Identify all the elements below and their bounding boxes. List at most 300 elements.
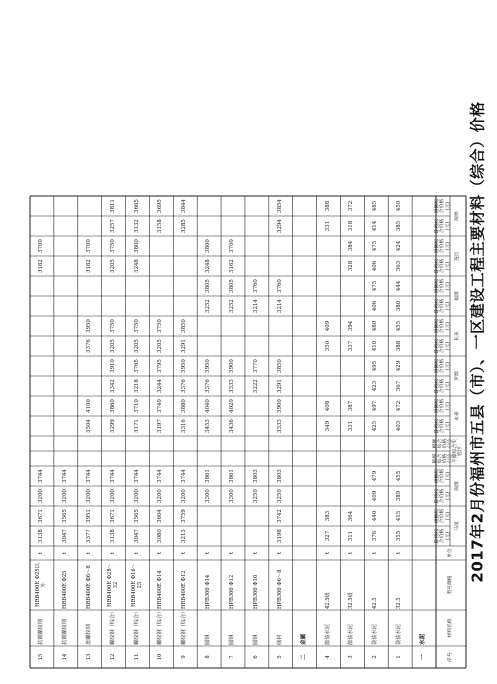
price-pingtan-incl [78,436,102,451]
price-luoyuan-incl [340,356,364,376]
price-yongtai-incl: 3740 [157,399,164,413]
row-seq: 2 [372,655,379,659]
price-fuqing-incl: 3805 [229,279,236,293]
price-luoyuan-excl: 3376 [205,379,212,393]
row-spec: HRB400E Φ25以外 [35,563,47,607]
price-changle-incl [245,316,269,336]
price-pingtan-excl [340,451,364,466]
price-luoyuan-excl [30,376,54,396]
price-pingtan-incl [30,436,54,451]
price-changle-incl: 409 [324,320,331,332]
price-yongtai-excl: 3197 [157,419,164,433]
header-price-excl-tax: 除税综合价格(元) [435,338,451,354]
price-pingtan-incl [388,436,412,451]
row-name: 盘螺纹钢 [85,624,92,645]
price-fuqing-excl [149,296,173,316]
price-pingtan-incl [269,436,293,451]
price-yongtai-excl: 403 [396,420,403,432]
price-lianjiang-incl: 3750 [109,239,116,253]
price-lianjiang-excl: 3205 [109,259,116,273]
price-yongtai-excl: 3504 [85,419,92,433]
row-name: 螺纹钢（综合） [109,608,116,645]
row-unit: t [133,551,140,555]
price-lianjiang-incl: 424 [396,240,403,252]
price-mawei-incl: 440 [372,510,379,522]
price-yongtai-incl: 3880 [181,399,188,413]
price-yongtai-incl: 3710 [133,399,140,413]
price-lianjiang-excl [54,256,78,276]
price-lianjiang-incl: 3800 [133,239,140,253]
price-minhou-incl: 3665 [133,199,140,213]
price-minhou-incl: 372 [348,200,355,212]
price-mawei-excl: 3080 [157,529,164,543]
price-yongtai-excl [54,416,78,436]
price-changle-excl: 337 [348,340,355,352]
header-price-incl-tax: 税额综合价格(元) [435,238,451,254]
price-mawei-excl: 3198 [276,529,283,543]
price-fuqing-excl [102,296,126,316]
header-price-excl-tax: 除税综合价格(元) [432,453,454,464]
row-spec: HRB400E Φ6～8 [85,565,92,609]
price-luoyuan-excl [78,376,102,396]
price-minqing-excl: 3200 [62,489,69,503]
row-seq: 8 [205,655,212,659]
row-unit: t [157,551,164,555]
price-yongtai-excl: 3333 [276,419,283,433]
price-changle-incl [197,316,221,336]
price-changle-excl: 3291 [181,339,188,353]
header-region-minhou: 闽侯 [455,211,461,221]
price-lianjiang-incl: 384 [348,240,355,252]
price-yongtai-excl: 425 [372,420,379,432]
row-name: 螺纹钢（综合） [181,608,188,645]
price-mawei-incl: 3742 [276,509,283,523]
row-seq: 7 [229,655,236,659]
price-lianjiang-incl [269,236,293,256]
header-price-incl-tax: 税额综合价格(元) [435,358,451,374]
price-luoyuan-incl [317,356,341,376]
price-minqing-incl: 3803 [253,469,260,483]
price-lianjiang-incl [173,236,197,256]
row-name: 线材 [276,634,283,645]
price-mawei-incl [197,506,221,526]
row-unit: t [372,551,379,555]
price-changle-excl: 3376 [85,339,92,353]
row-seq: 10 [157,653,164,661]
price-luoyuan-excl: 423 [372,380,379,392]
price-pingtan-excl [30,451,54,466]
price-minqing-incl: 3744 [157,469,164,483]
price-yongtai-incl: 387 [348,400,355,412]
price-minhou-incl [221,196,245,216]
price-yongtai-excl: 3316 [181,419,188,433]
price-changle-incl: 3950 [85,319,92,333]
row-unit: t [324,551,331,555]
price-lianjiang-incl [317,236,341,256]
row-unit: t [253,551,260,555]
price-yongtai-excl: 3171 [133,419,140,433]
price-lianjiang-incl: 3700 [38,239,45,253]
row-name: 袋装水泥 [396,624,403,645]
price-fuqing-excl: 3214 [253,299,260,313]
price-minqing-excl: 3300 [229,489,236,503]
row-name: 圆钢 [253,634,260,645]
header-region-minqing: 闽清 [455,481,461,491]
price-minqing-excl [340,486,364,506]
price-pingtan-incl [102,436,126,451]
price-fuqing-incl: 475 [372,280,379,292]
price-luoyuan-incl: 3850 [276,359,283,373]
row-unit: t [396,551,403,555]
price-changle-excl: 3205 [133,339,140,353]
price-changle-incl [54,316,78,336]
price-luoyuan-excl: 3342 [109,379,116,393]
price-pingtan-incl [317,436,341,451]
row-spec: HRB400E Φ25 [62,570,69,609]
price-pingtan-excl [317,451,341,466]
price-luoyuan-excl [317,376,341,396]
price-luoyuan-excl: 3376 [181,379,188,393]
header-price-incl-tax: 税额综合价格(元) [435,318,451,334]
header-price-incl-tax: 税额综合价格(元) [435,198,451,214]
header-price-excl-tax: 除税综合价格(元) [435,488,451,504]
price-pingtan-incl [340,436,364,451]
price-lianjiang-incl [54,236,78,256]
price-minqing-incl: 3744 [109,469,116,483]
price-yongtai-excl: 3436 [229,419,236,433]
price-minhou-incl: 388 [324,200,331,212]
price-changle-incl: 3750 [133,319,140,333]
price-lianjiang-incl [149,236,173,256]
header-price-excl-tax: 除税综合价格(元) [435,418,451,434]
price-minqing-incl [340,466,364,486]
price-luoyuan-excl: 367 [396,380,403,392]
price-minhou-excl: 3257 [109,219,116,233]
price-changle-excl: 350 [324,340,331,352]
header-unit: 单位 [448,548,454,558]
price-minqing-incl: 3861 [229,469,236,483]
price-fuqing-incl [173,276,197,296]
price-pingtan-excl [221,451,245,466]
price-lianjiang-excl [149,256,173,276]
price-minhou-incl: 450 [396,200,403,212]
price-pingtan-incl [197,436,221,451]
price-minqing-excl: 3200 [181,489,188,503]
price-fuqing-incl: 3760 [276,279,283,293]
price-pingtan-excl [388,451,412,466]
price-luoyuan-excl: 3222 [253,379,260,393]
row-spec: 32.5级 [348,592,355,609]
price-yongtai-excl: 331 [348,420,355,432]
row-seq: 1 [396,655,403,659]
price-minqing-incl: 3744 [62,469,69,483]
row-name: 散装水泥 [348,624,355,645]
group-seq: 二 [300,654,307,660]
group-label: 金属 [300,633,307,645]
price-mawei-incl: 415 [396,510,403,522]
row-unit: t [348,551,355,555]
price-mawei-incl: 364 [348,510,355,522]
price-changle-excl: 3205 [109,339,116,353]
header-seq: 序号 [448,652,454,662]
price-mawei-incl: 3759 [181,509,188,523]
price-yongtai-excl [30,416,54,436]
price-minhou-incl: 485 [372,200,379,212]
price-mawei-excl: 376 [372,530,379,542]
price-yongtai-incl: 408 [324,400,331,412]
price-changle-excl [197,336,221,356]
row-spec: HRB400E Φ28～32 [106,563,119,607]
price-minhou-excl: 414 [372,220,379,232]
price-changle-incl [269,316,293,336]
price-minqing-incl: 3744 [133,469,140,483]
row-seq: 14 [62,653,69,661]
price-yongtai-incl: 3900 [276,399,283,413]
price-lianjiang-excl [245,256,269,276]
price-minhou-incl [78,196,102,216]
row-spec: 42.5级 [324,592,331,609]
price-pingtan-excl [197,451,221,466]
price-fuqing-incl: 3760 [253,279,260,293]
price-yongtai-excl: 3299 [109,419,116,433]
price-minhou-excl: 3294 [276,219,283,233]
price-pingtan-incl [173,436,197,451]
price-minqing-excl: 3200 [85,489,92,503]
price-minqing-incl: 479 [372,470,379,482]
price-lianjiang-excl: 3162 [85,259,92,273]
price-fuqing-excl [317,296,341,316]
price-fuqing-excl [126,296,150,316]
price-minqing-incl: 3744 [181,469,188,483]
price-changle-excl [221,336,245,356]
price-lianjiang-excl: 406 [372,260,379,272]
price-minhou-excl [30,216,54,236]
price-minqing-excl: 3200 [157,489,164,503]
price-minhou-excl: 3285 [181,219,188,233]
row-unit: t [85,551,92,555]
price-mawei-excl: 3213 [181,529,188,543]
price-lianjiang-incl: 475 [372,240,379,252]
price-changle-incl: 3750 [109,319,116,333]
price-changle-incl: 455 [396,320,403,332]
price-lianjiang-excl: 3162 [229,259,236,273]
price-fuqing-incl [78,276,102,296]
row-name: 抗震螺纹钢 [62,619,69,645]
row-name: 袋装水泥 [372,624,379,645]
price-minhou-excl: 318 [348,220,355,232]
price-pingtan-excl [245,451,269,466]
price-minhou-excl [54,216,78,236]
price-fuqing-incl [126,276,150,296]
price-minhou-incl [197,196,221,216]
price-fuqing-incl [102,276,126,296]
row-seq: 15 [38,653,45,661]
row-name: 圆钢 [229,634,236,645]
price-minhou-incl [30,196,54,216]
price-fuqing-excl [173,296,197,316]
price-lianjiang-excl: 3162 [38,259,45,273]
price-fuqing-incl [317,276,341,296]
price-fuqing-incl: 444 [396,280,403,292]
price-changle-excl: 388 [396,340,403,352]
price-yongtai-incl: 4020 [229,399,236,413]
price-fuqing-excl: 406 [372,300,379,312]
header-region-lianjiang: 连江 [455,251,461,261]
row-unit: t [62,551,69,555]
price-yongtai-incl [54,396,78,416]
row-seq: 13 [85,653,92,661]
header-price-incl-tax: 税额综合价格(元) [435,398,451,414]
price-minhou-excl [197,216,221,236]
price-changle-excl: 410 [372,340,379,352]
price-mawei-incl: 3951 [85,509,92,523]
price-luoyuan-incl [30,356,54,376]
price-mawei-excl: 3138 [38,529,45,543]
price-minhou-incl: 3695 [157,199,164,213]
row-unit: t [276,551,283,555]
row-seq: 9 [181,655,188,659]
header-price-excl-tax: 除税综合价格(元) [435,378,451,394]
price-mawei-excl [197,526,221,546]
price-mawei-incl: 383 [324,510,331,522]
row-unit: t [229,551,236,555]
price-luoyuan-excl [340,376,364,396]
price-changle-excl [269,336,293,356]
price-fuqing-excl [30,296,54,316]
price-minqing-incl: 3744 [85,469,92,483]
price-mawei-excl: 3047 [133,529,140,543]
row-seq: 12 [109,653,116,661]
price-minqing-incl: 3803 [276,469,283,483]
row-spec: HRB400E Φ12 [181,570,188,609]
price-mawei-incl [221,506,245,526]
row-name: 螺纹钢（综合） [133,608,140,645]
price-pingtan-incl [149,436,173,451]
page-title: 2017年2月份福州市五县（市）、一区建设工程主要材料（综合）价格 [468,101,487,583]
price-minqing-excl: 3200 [133,489,140,503]
price-pingtan-excl [102,451,126,466]
row-spec: 32.5 [396,597,403,609]
price-minqing-excl: 3200 [38,489,45,503]
price-pingtan-excl [173,451,197,466]
price-minqing-excl [317,486,341,506]
price-lianjiang-incl: 3700 [229,239,236,253]
price-yongtai-incl [245,396,269,416]
price-lianjiang-excl: 328 [348,260,355,272]
header-price-excl-tax: 除税综合价格(元) [435,528,451,544]
price-minqing-excl: 389 [396,490,403,502]
price-mawei-excl: 327 [324,530,331,542]
price-pingtan-incl [54,436,78,451]
price-minhou-excl: 331 [324,220,331,232]
price-fuqing-incl [30,276,54,296]
price-mawei-incl: 3671 [109,509,116,523]
group-label: 水泥 [420,633,427,645]
price-luoyuan-incl: 3765 [133,359,140,373]
price-minqing-excl: 3250 [276,489,283,503]
price-luoyuan-incl [54,356,78,376]
price-minhou-incl: 3811 [109,199,116,213]
price-luoyuan-incl: 495 [372,360,379,372]
price-mawei-excl: 3138 [109,529,116,543]
price-yongtai-incl: 472 [396,400,403,412]
price-lianjiang-excl [317,256,341,276]
price-luoyuan-incl [78,356,102,376]
price-luoyuan-incl: 429 [396,360,403,372]
header-region-mawei: 马尾 [455,521,461,531]
price-pingtan-excl [149,451,173,466]
header-region-luoyuan: 罗源 [455,371,461,381]
row-spec: HRB400E Φ16～25 [130,563,143,607]
row-spec: HRB400E Φ14 [157,570,164,609]
price-lianjiang-incl: 3800 [205,239,212,253]
header-price-excl-tax: 除税综合价格(元) [435,258,451,274]
row-unit: t [38,551,45,555]
row-name: 散装水泥 [324,624,331,645]
price-changle-excl [54,336,78,356]
price-changle-incl: 3750 [157,319,164,333]
header-price-incl-tax: 税额综合价格(元) [432,438,454,449]
header-region-pingtan: 平潭综合实验区 [452,439,463,463]
row-name: 圆钢 [205,634,212,645]
price-fuqing-incl [149,276,173,296]
row-seq: 3 [348,655,355,659]
price-luoyuan-excl: 3291 [276,379,283,393]
price-mawei-incl: 3565 [133,509,140,523]
header-price-excl-tax: 除税综合价格(元) [435,218,451,234]
row-seq: 4 [324,655,331,659]
header-price-incl-tax: 税额综合价格(元) [435,508,451,524]
price-mawei-excl: 3377 [85,529,92,543]
header-spec: 型号规格 [448,575,454,595]
price-fuqing-excl: 3252 [229,299,236,313]
price-fuqing-excl: 3252 [205,299,212,313]
row-unit: t [181,551,188,555]
price-luoyuan-incl: 3910 [109,359,116,373]
header-region-changle: 长乐 [455,331,461,341]
price-changle-excl [30,336,54,356]
price-minhou-excl: 385 [396,220,403,232]
price-minqing-incl [317,466,341,486]
row-name: 螺纹钢（综合） [157,608,164,645]
price-mawei-excl [245,526,269,546]
price-luoyuan-excl: 3333 [229,379,236,393]
price-luoyuan-incl: 3950 [205,359,212,373]
group-seq: 一 [420,654,427,660]
price-lianjiang-excl: 3248 [133,259,140,273]
price-pingtan-incl [364,436,388,451]
price-minqing-excl: 409 [372,490,379,502]
price-luoyuan-incl: 3950 [181,359,188,373]
price-luoyuan-excl [54,376,78,396]
price-luoyuan-incl: 3770 [253,359,260,373]
row-spec: HPB300 Φ10 [253,574,260,609]
price-pingtan-excl [54,451,78,466]
price-pingtan-incl [221,436,245,451]
price-mawei-incl: 3671 [38,509,45,523]
price-luoyuan-excl: 3244 [157,379,164,393]
price-fuqing-incl [54,276,78,296]
price-yongtai-incl [30,396,54,416]
price-minqing-excl: 3250 [253,489,260,503]
price-changle-incl: 3850 [181,319,188,333]
price-changle-incl: 394 [348,320,355,332]
header-name: 材料名称 [448,618,454,638]
price-pingtan-excl [269,451,293,466]
header-price-incl-tax: 税额综合价格(元) [435,468,451,484]
price-pingtan-excl [126,451,150,466]
price-changle-incl [221,316,245,336]
